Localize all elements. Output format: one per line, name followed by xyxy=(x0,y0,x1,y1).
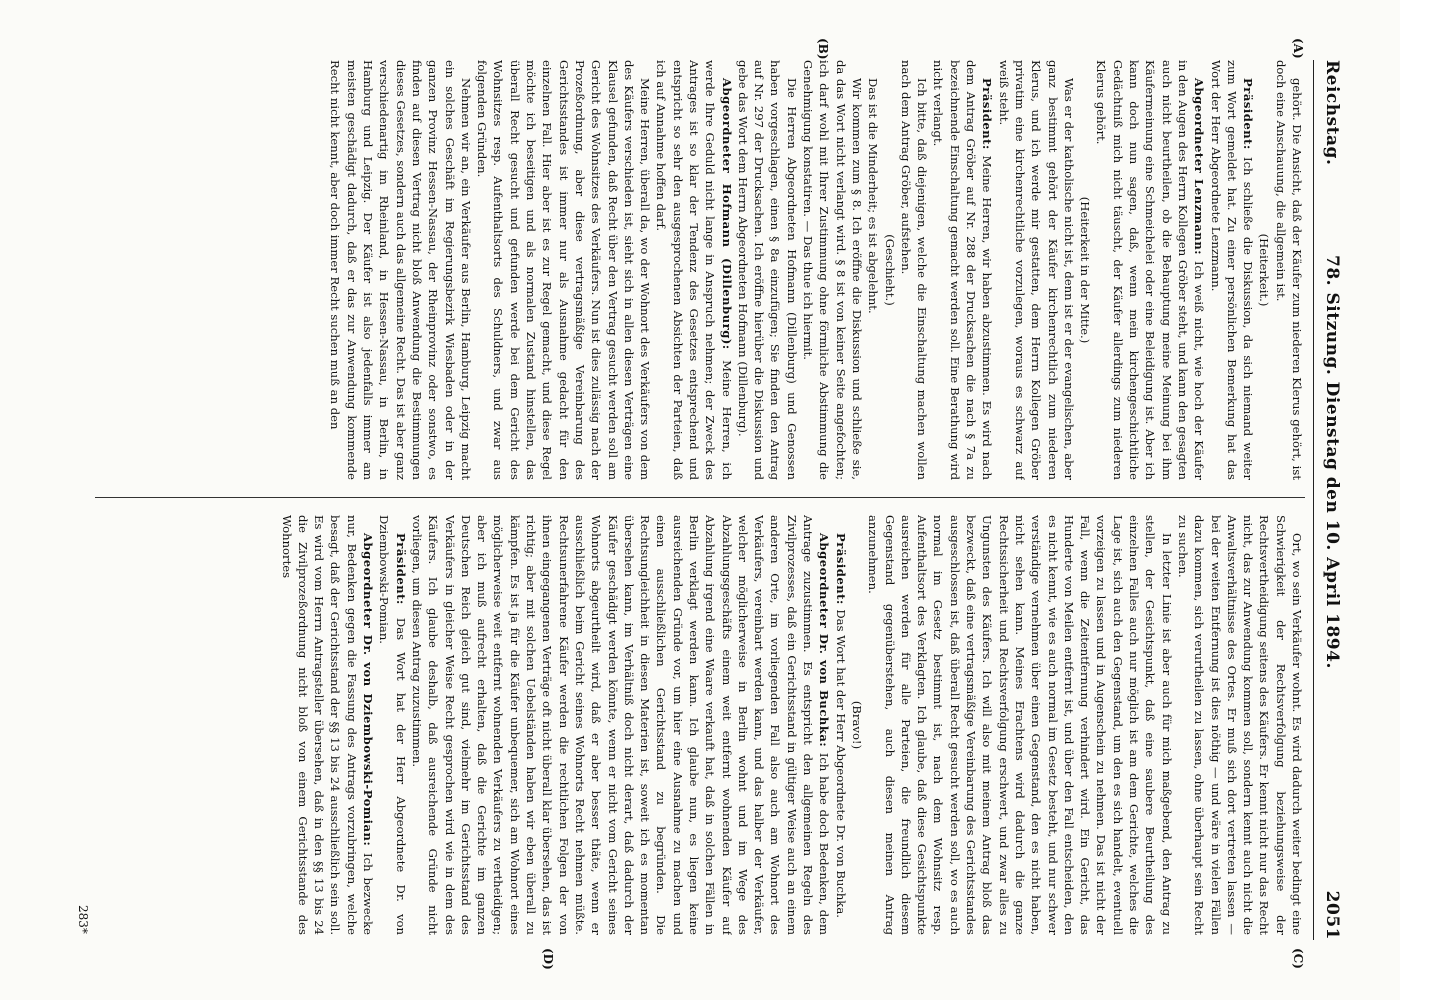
paragraph xyxy=(1093,60,1207,480)
paragraph xyxy=(327,60,474,480)
paragraph xyxy=(376,515,409,935)
paragraph-text: Das ist die Minderheit; es ist abgelehnt. xyxy=(866,78,881,314)
paragraph-text: (Heiterkeit.) xyxy=(1257,233,1272,307)
paragraph xyxy=(800,60,865,480)
margin-mark-b: (B) xyxy=(816,38,830,60)
paragraph xyxy=(865,515,1175,935)
page-header xyxy=(1320,60,1342,940)
column-divider xyxy=(95,497,1305,498)
paragraph xyxy=(930,60,995,480)
speaker-name: Präsident: xyxy=(833,533,848,610)
header-rule xyxy=(1313,60,1314,940)
paragraph xyxy=(865,60,881,480)
paragraph-text: (Geschieht.) xyxy=(882,234,897,306)
speaker-name: Präsident: xyxy=(980,78,995,156)
speaker-name: Abgeordneter Hofmann (Dillenburg): xyxy=(719,78,734,361)
paragraph-text: Was er der katholische nicht ist, denn ist er der evangelischen, aber ganz bestimmt gehört der Käufer kirchenrechtlich zum niederen Klerus, und ich werde mir gestatten, dem Herrn Kollegen Gröber privatim eine kirchenrechtliche vorzulegen, woraus es schwarz auf weiß steht. xyxy=(996,60,1076,480)
paragraph-text: Meine Herren, ich werde Ihre Geduld nicht lange in Anspruch nehmen; der Zweck des Antrages ist so klar der Tendenz des Gesetzes entsprechend und entspricht so sehr den ausgesprochenen Absichten der Parteien, daß ich auf Annahme hoffen darf. xyxy=(654,60,734,480)
speaker-name: Präsident: xyxy=(1241,78,1256,157)
speaker-name: Abgeordneter Dr. von Dziembowski-Pomian: xyxy=(361,533,376,854)
paragraph-text: Ort, wo sein Verkäufer wohnt. Es wird dadurch weiter bedingt eine Schwierigkeit der Rechtsverfolgung beziehungsweise der Rechtsvertheidigung seitens des Käufers. Er kennt nicht nur das Recht nicht, das zur Anwendung kommen soll, sondern kennt auch nicht die Anwaltsverhältnisse des Ortes. Er muß sich dort vertreten lassen — bei der weiten Entfernung ist dies nöthig — und wäre in vielen Fällen dazu kommen, sich verurtheilen zu lassen, ohne überhaupt sein Recht zu suchen. xyxy=(1175,515,1304,935)
paragraph-text: Ich schließe die Diskussion, da sich niemand weiter zum Wort gemeldet hat. Zu einer persönlichen Bemerkung hat das Wort der Herr Abgeordnete Lenzmann. xyxy=(1208,60,1256,480)
paragraph-text: Das Wort hat der Herr Abgeordnete Dr. von Dziembowski-Pomian. xyxy=(377,515,408,935)
paragraph xyxy=(995,60,1076,480)
header-session: 78. Sitzung. Dienstag den 10. April 1894. xyxy=(1322,255,1342,669)
page-number: 2051 xyxy=(1322,890,1342,940)
paragraph xyxy=(1077,60,1093,480)
paragraph-text: (Heiterkeit in der Mitte.) xyxy=(1078,196,1093,344)
paragraph xyxy=(1272,60,1305,480)
left-text-column xyxy=(65,60,1305,480)
paragraph-text: Ich bitte, daß diejenigen, welche die Einschaltung machen wollen nach dem Antrag Gröber, aufstehen. xyxy=(898,60,930,480)
paragraph xyxy=(1175,515,1305,935)
header-left: Reichstag. xyxy=(1322,60,1342,166)
paragraph-text: Die Herren Abgeordneten Hofmann (Dillenburg) und Genossen haben vorgeschlagen, einen § 8a einzufügen; Sie finden den Antrag auf Nr. 297 der Drucksachen. Ich eröffne hierüber die Diskussion und gebe das Wort dem Herrn Abgeordneten Hofmann (Dillenburg). xyxy=(735,60,799,480)
paragraph-text: In letzter Linie ist aber auch für mich maßgebend, den Antrag zu stellen, der Gesichtspunkt, daß eine saubere Beurtheilung des einzelnen Falles auch nur möglich ist am dem Gerichte, welches die Lage ist, sich auch den Gegenstand, um den es sich handelt, eventuell vorzeigen zu lassen und in Augenschein zu nehmen. Das ist nicht der Fall, wenn die Zeitentfernung verhindert wird. Ein Gericht, das Hunderte von Meilen entfernt ist, und über den Fall entscheiden, den es nicht kennt, wie es auch normal im Gesetz besteht, und nur schwer verständige vernehmen über einen Gegenstand, den es nicht haben, nicht sehen kann. Meines Erachtens wird dadurch die ganze Rechtssicherheit und Rechtsverfolgung erschwert, und zwar alles zu Ungunsten des Käufers. Ich will also mit meinem Antrag bloß das bezweckt, daß eine vertragsmäßige Vereinbarung des Gerichtsstandes ausgeschlossen ist, daß überall Recht gesucht werden soll, wo es auch normal im Gesetz bestimmt ist, nach dem Wohnsitz resp. Aufenthaltsort des Verklagten. Ich glaube, daß diese Gesichtspunkte ausreichen werden für alle Parteien, die freundlich diesem Gegenstand gegenüberstehen, auch diesen meinen Antrag anzunehmen. xyxy=(866,515,1174,935)
paragraph xyxy=(653,60,734,480)
paragraph-text: Nehmen wir an, ein Verkäufer aus Berlin, Hamburg, Leipzig macht ein solches Geschäft im Regierungsbezirk Wiesbaden oder in der ganzen Provinz Hessen-Nassau, der Rheinprovinz oder sonstwo, es finden auf diesen Vertrag nicht bloß Anwendung die Bestimmungen dieses Gesetzes, sondern auch das allgemeine Recht. Das ist aber ganz verschiedenartig im Rheinland, in Hessen-Nassau, in Berlin, in Hamburg und Leipzig. Der Käufer ist also jedenfalls immer am meisten geschädigt dadurch, daß er das zur Anwendung kommende Recht nicht kennt, aber doch immer Recht suchen muß an den xyxy=(328,60,473,480)
page-footnote-number: 283* xyxy=(76,905,90,934)
margin-mark-c: (C) xyxy=(1291,948,1305,969)
paragraph-text: (Bravo!) xyxy=(849,700,864,750)
paragraph xyxy=(409,515,833,935)
speaker-name: Präsident: xyxy=(393,533,408,618)
paragraph-text: gehört. Die Ansicht, daß der Käufer zum niederen Klerus gehört, ist doch eine Anschauung, die allgemein ist. xyxy=(1273,60,1304,480)
paragraph xyxy=(1256,60,1272,480)
paragraph xyxy=(898,60,931,480)
paragraph-text: Ich habe doch Bedenken, dem Antrage zuzustimmen. Es entspricht den allgemeinen Regeln des Zivilprozesses, daß ein Gerichtsstand in gültiger Weise auch an einem anderen Orte, im vorliegenden Fall also auch am Wohnort des Verkäufers, vereinbart werden kann, und das halber der Verkäufer, welcher möglicherweise in Berlin wohnt und im Wege des Abzahlungsgeschäfts einem weit entfernt wohnenden Käufer auf Abzahlung irgend eine Waare verkauft hat, daß in solchen Fällen in Berlin verklagt werden kann. Ich glaube nun, es liegen keine ausreichenden Gründe vor, um hier eine Ausnahme zu machen und einen ausschließlichen Gerichtsstand zu begründen. Die Rechtsungleichheit in diesen Materien ist, soweit ich es momentan übersehen kann, im Verhältniß doch nicht derart, daß dadurch der Käufer geschädigt werden könnte, wenn er nicht vom Gericht seines Wohnorts abgeurtheilt wird, daß er aber besser thäte, wenn er ausschließlich beim Gericht seines Wohnorts Recht nehmen müßte. Rechtsunerfahrene Käufer werden die rechtlichen Folgen der von ihnen eingegangenen Verträge oft nicht überall klar übersehen, das ist richtig; aber mit solchen Uebelständen haben wir eben überall zu kämpfen. Es ist ja für die Käufer unbequemer, sich am Wohnort eines möglicherweise weit entfernt wohnenden Verkäufers zu vertheidigen; aber ich muß aufrecht erhalten, daß die Gerichte im ganzen Deutschen Reich gleich gut sind, vielmehr im Gerichtsstand des Verkäufers in gleicher Weise Recht gesprochen wird wie in dem des Käufers. Ich glaube deshalb, daß ausreichende Gründe nicht vorliegen, um diesen Antrag zuzustimmen. xyxy=(409,515,832,935)
paragraph-text: Wir kommen zum § 8. Ich eröffne die Diskussion und schließe sie, da das Wort nicht verlangt wird. § 8 ist von keiner Seite angefochten; ich darf wohl mit Ihrer Zustimmung ohne förmliche Abstimmung die Genehmigung konstatiren. — Das thue ich hiermit. xyxy=(801,60,864,480)
paragraph-text: Ich bezwecke nur, Bedenken gegen die Fassung des Antrags vorzubringen, welche besagt, daß der Gerichtsstand der §§ 13 bis 24 ausschließlich sein soll. Es wird vom Herrn Antragsteller übersehen, daß in den §§ 13 bis 24 die Zivilprozeßordnung nicht bloß von einem Gerichtsstande des Wohnortes xyxy=(279,515,376,935)
margin-mark-d: (D) xyxy=(541,948,555,970)
paragraph-text: Meine Herren, überall da, wo der Wohnort des Verkäufers von dem des Käufers verschieden ist, sieht sich in allen diesen Verträgen eine Klausel gefunden, daß Recht über den Vertrag gesucht werden soll am Gericht des Wohnsitzes des Verkäufers. Nun ist dies zulässig nach der Prozeßordnung, aber diese vertragsmäßige Vereinbarung des Gerichtsstandes ist immer nur als Ausnahme gedacht für den einzelnen Fall. Hier aber ist es zur Regel gemacht, und diese Regel möchte ich beseitigen und als normalen Zustand hinstellen, das überall Recht gesucht und gefunden werde bei dem Gericht des Wohnsitzes resp. Aufenthaltsorts des Schuldners, und zwar aus folgenden Gründen. xyxy=(475,60,653,480)
paragraph-text: Ich weiß nicht, wie hoch der Käufer in den Augen des Herrn Kollegen Gröber steht, und kann den gesagten auch nicht beurtheilen, ob die Behauptung meine Meinung bei ihm Käufermeinung eine Schmeichelei oder eine Beleidigung ist. Aber ich kann doch nun sagen, daß, wenn mein kirchengeschichtliche Gedächtniß mich nicht täuscht, der Käufer allerdings zum niederen Klerus gehört. xyxy=(1094,60,1207,480)
paragraph xyxy=(1207,60,1256,480)
speaker-name: Abgeordneter Dr. von Buchka: xyxy=(817,533,832,753)
paragraph xyxy=(849,515,865,935)
paragraph xyxy=(881,60,897,480)
paragraph-text: Meine Herren, wir haben abzustimmen. Es wird nach dem Antrag Gröber auf Nr. 288 der Drucksachen die nach § 7a zu bezeichnende Einschaltung gemacht werden soll. Eine Berathung wird nicht verlangt. xyxy=(931,60,995,480)
paragraph xyxy=(278,515,376,935)
paragraph xyxy=(474,60,653,480)
paragraph xyxy=(832,515,848,935)
paragraph xyxy=(735,60,800,480)
right-text-column xyxy=(65,515,1305,935)
margin-mark-a: (A) xyxy=(1291,38,1305,59)
paragraph-text: Das Wort hat der Herr Abgeordnete Dr. von Buchka. xyxy=(833,609,848,918)
speaker-name: Abgeordneter Lenzmann: xyxy=(1192,78,1207,261)
